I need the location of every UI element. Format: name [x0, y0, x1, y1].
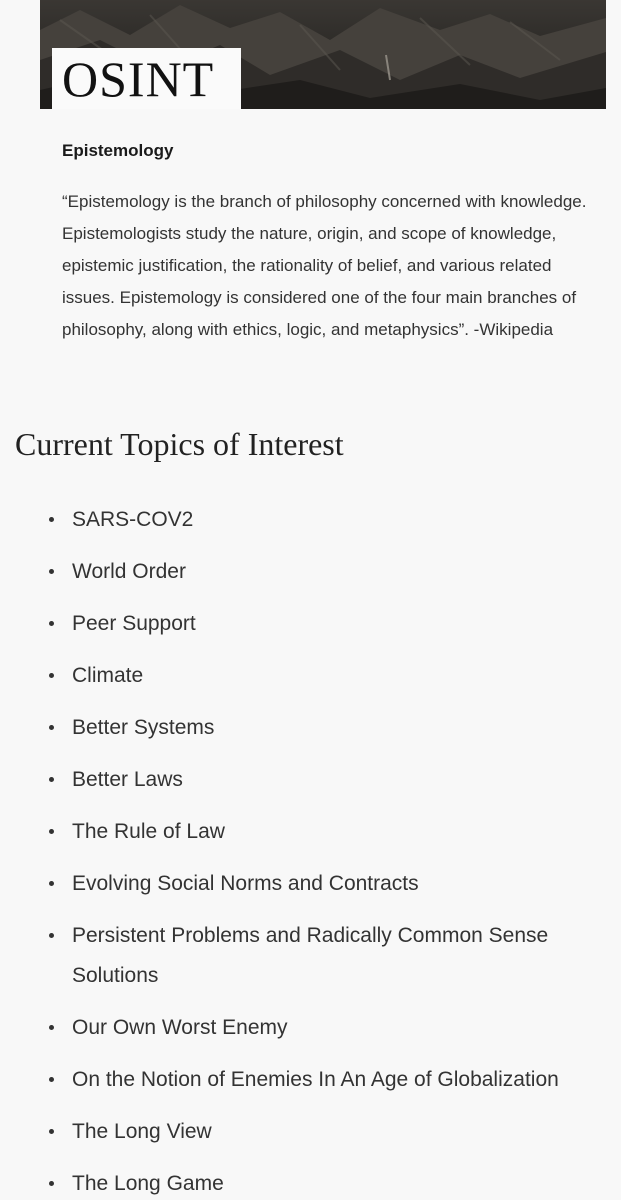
topic-label: Peer Support — [72, 612, 196, 635]
list-item — [0, 500, 621, 540]
topic-label: Better Systems — [72, 716, 215, 739]
topic-label: The Long Game — [72, 1172, 224, 1195]
bullet-icon — [49, 725, 54, 730]
topic-label: The Rule of Law — [72, 820, 225, 843]
topic-label: SARS-COV2 — [72, 508, 194, 531]
bullet-icon — [49, 621, 54, 626]
bullet-icon — [49, 1181, 54, 1186]
list-item — [0, 604, 621, 644]
site-logo[interactable] — [52, 48, 241, 109]
bullet-icon — [49, 517, 54, 522]
list-item — [0, 864, 621, 904]
list-item — [0, 708, 621, 748]
list-item — [0, 812, 621, 852]
topics-heading: Current Topics of Interest — [15, 426, 344, 462]
list-item — [0, 760, 621, 800]
topic-label: Evolving Social Norms and Contracts — [72, 872, 419, 895]
bullet-icon — [49, 829, 54, 834]
list-item — [0, 1008, 621, 1048]
section-title: Epistemology — [62, 141, 174, 160]
bullet-icon — [49, 881, 54, 886]
topic-label: Our Own Worst Enemy — [72, 1016, 288, 1039]
bullet-icon — [49, 933, 54, 938]
list-item — [0, 656, 621, 696]
topic-label: Climate — [72, 664, 144, 687]
site-logo-text: OSINT — [62, 51, 215, 107]
bullet-icon — [49, 1025, 54, 1030]
bullet-icon — [49, 1077, 54, 1082]
list-item — [0, 916, 621, 996]
bullet-icon — [49, 1129, 54, 1134]
topic-label: On the Notion of Enemies In An Age of Globalization — [72, 1068, 559, 1091]
bullet-icon — [49, 569, 54, 574]
topics-list — [0, 500, 621, 1200]
list-item — [0, 1112, 621, 1152]
list-item — [0, 552, 621, 592]
topic-label: World Order — [72, 560, 186, 583]
bullet-icon — [49, 673, 54, 678]
epistemology-quote: “Epistemology is the branch of philosophy concerned with knowledge. Epistemologists study the nature, origin, and scope of knowledge, epistemic justification, the rationality of belief, and various related issues. Epistemology is considered one of the four main branches of philosophy, along with ethics, logic, and metaphysics”. -Wikipedia — [62, 192, 587, 339]
list-item — [0, 1164, 621, 1200]
topic-label: Better Laws — [72, 768, 183, 791]
topic-label: Persistent Problems and Radically Common Sense Solutions — [72, 924, 549, 987]
topic-label: The Long View — [72, 1120, 212, 1143]
list-item — [0, 1060, 621, 1100]
bullet-icon — [49, 777, 54, 782]
